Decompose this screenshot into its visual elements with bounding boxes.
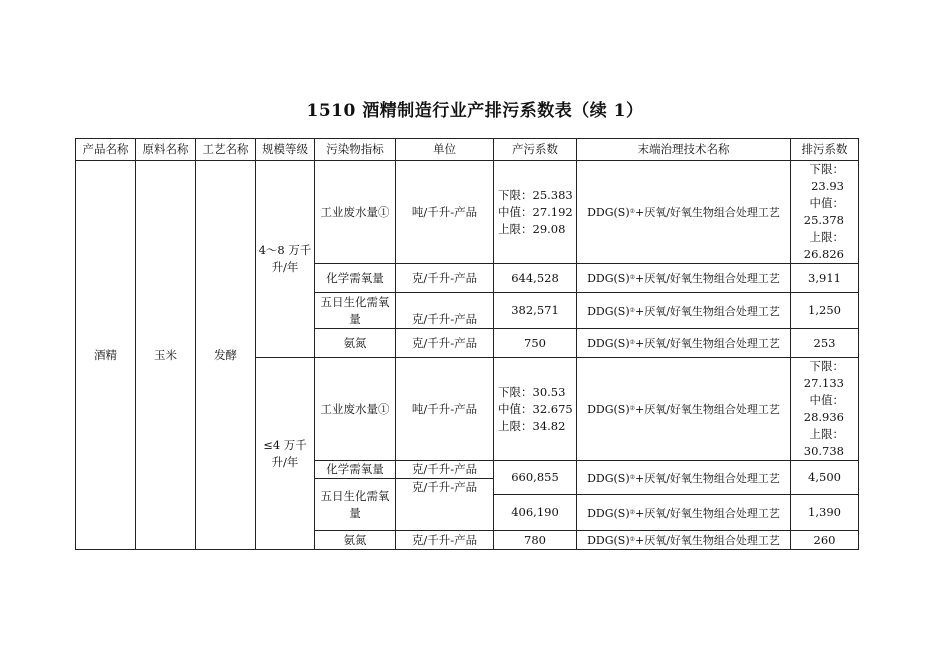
header-produce-coef: 产污系数	[494, 139, 577, 161]
unit-cell: 克/千升-产品	[396, 461, 494, 479]
indicator-cell: 化学需氧量	[315, 264, 396, 293]
treatment-tech-cell: DDG(S)②+厌氧/好氧生物组合处理工艺	[577, 161, 791, 264]
produce-lower: 下限：25.383	[498, 187, 573, 202]
produce-cell: 644,528	[494, 264, 577, 293]
indicator-cell: 工业废水量①	[315, 358, 396, 461]
header-product-name: 产品名称	[76, 139, 136, 161]
unit-cell: 克/千升-产品	[396, 329, 494, 358]
indicator-cell: 氨氮	[315, 329, 396, 358]
header-row	[76, 139, 859, 161]
process-cell: 发酵	[196, 161, 256, 550]
produce-range-cell	[494, 358, 577, 461]
discharge-cell: 253	[791, 329, 859, 358]
raw-material-cell: 玉米	[136, 161, 196, 550]
header-raw-material: 原料名称	[136, 139, 196, 161]
emission-coefficient-table	[75, 138, 859, 550]
header-treatment-tech: 末端治理技术名称	[577, 139, 791, 161]
discharge-cell: 1,390	[791, 495, 859, 531]
treatment-tech-cell: DDG(S)②+厌氧/好氧生物组合处理工艺	[577, 293, 791, 329]
discharge-cell: 4,500	[791, 461, 859, 495]
discharge-cell: 260	[791, 531, 859, 550]
discharge-upper: 上限：26.826	[803, 230, 844, 261]
header-pollutant: 污染物指标	[315, 139, 396, 161]
table-row	[76, 161, 859, 264]
produce-cell: 406,190	[494, 495, 577, 531]
discharge-range-cell	[791, 358, 859, 461]
treatment-tech-cell: DDG(S)②+厌氧/好氧生物组合处理工艺	[577, 358, 791, 461]
discharge-cell: 1,250	[791, 293, 859, 329]
product-cell: 酒精	[76, 161, 136, 550]
treatment-tech-cell: DDG(S)②+厌氧/好氧生物组合处理工艺	[577, 531, 791, 550]
discharge-range-cell	[791, 161, 859, 264]
header-process: 工艺名称	[196, 139, 256, 161]
produce-cell: 750	[494, 329, 577, 358]
treatment-tech-cell: DDG(S)②+厌氧/好氧生物组合处理工艺	[577, 264, 791, 293]
produce-upper: 上限：34.82	[498, 418, 566, 433]
scale-cell: 4～8 万千升/年	[256, 161, 315, 358]
produce-cell: 382,571	[494, 293, 577, 329]
indicator-cell: 五日生化需氧量	[315, 479, 396, 531]
indicator-cell: 五日生化需氧量	[315, 293, 396, 329]
unit-cell: 克/千升-产品	[396, 293, 494, 329]
indicator-cell: 化学需氧量	[315, 461, 396, 479]
produce-lower: 下限：30.53	[498, 384, 566, 399]
discharge-lower: 下限：23.93	[809, 162, 844, 193]
discharge-lower: 下限：27.133	[803, 359, 844, 390]
discharge-cell: 3,911	[791, 264, 859, 293]
unit-cell: 克/千升-产品	[396, 531, 494, 550]
scale-cell: ≤4 万千升/年	[256, 358, 315, 550]
discharge-mid: 中值：25.378	[803, 196, 844, 227]
indicator-cell: 工业废水量①	[315, 161, 396, 264]
header-scale: 规模等级	[256, 139, 315, 161]
produce-cell: 660,855	[494, 461, 577, 495]
header-discharge-coef: 排污系数	[791, 139, 859, 161]
unit-cell: 克/千升-产品	[396, 479, 494, 531]
discharge-upper: 上限：30.738	[803, 427, 844, 458]
indicator-cell: 氨氮	[315, 531, 396, 550]
produce-mid: 中值：32.675	[498, 401, 573, 416]
unit-cell: 吨/千升-产品	[396, 161, 494, 264]
produce-range-cell	[494, 161, 577, 264]
treatment-tech-cell: DDG(S)②+厌氧/好氧生物组合处理工艺	[577, 461, 791, 495]
unit-cell: 克/千升-产品	[396, 264, 494, 293]
header-unit: 单位	[396, 139, 494, 161]
unit-cell: 吨/千升-产品	[396, 358, 494, 461]
page-title: 1510 酒精制造行业产排污系数表（续 1）	[306, 101, 644, 121]
treatment-tech-cell: DDG(S)②+厌氧/好氧生物组合处理工艺	[577, 495, 791, 531]
produce-mid: 中值：27.192	[498, 204, 573, 219]
discharge-mid: 中值：28.936	[803, 393, 844, 424]
treatment-tech-cell: DDG(S)②+厌氧/好氧生物组合处理工艺	[577, 329, 791, 358]
produce-upper: 上限：29.08	[498, 221, 566, 236]
produce-cell: 780	[494, 531, 577, 550]
